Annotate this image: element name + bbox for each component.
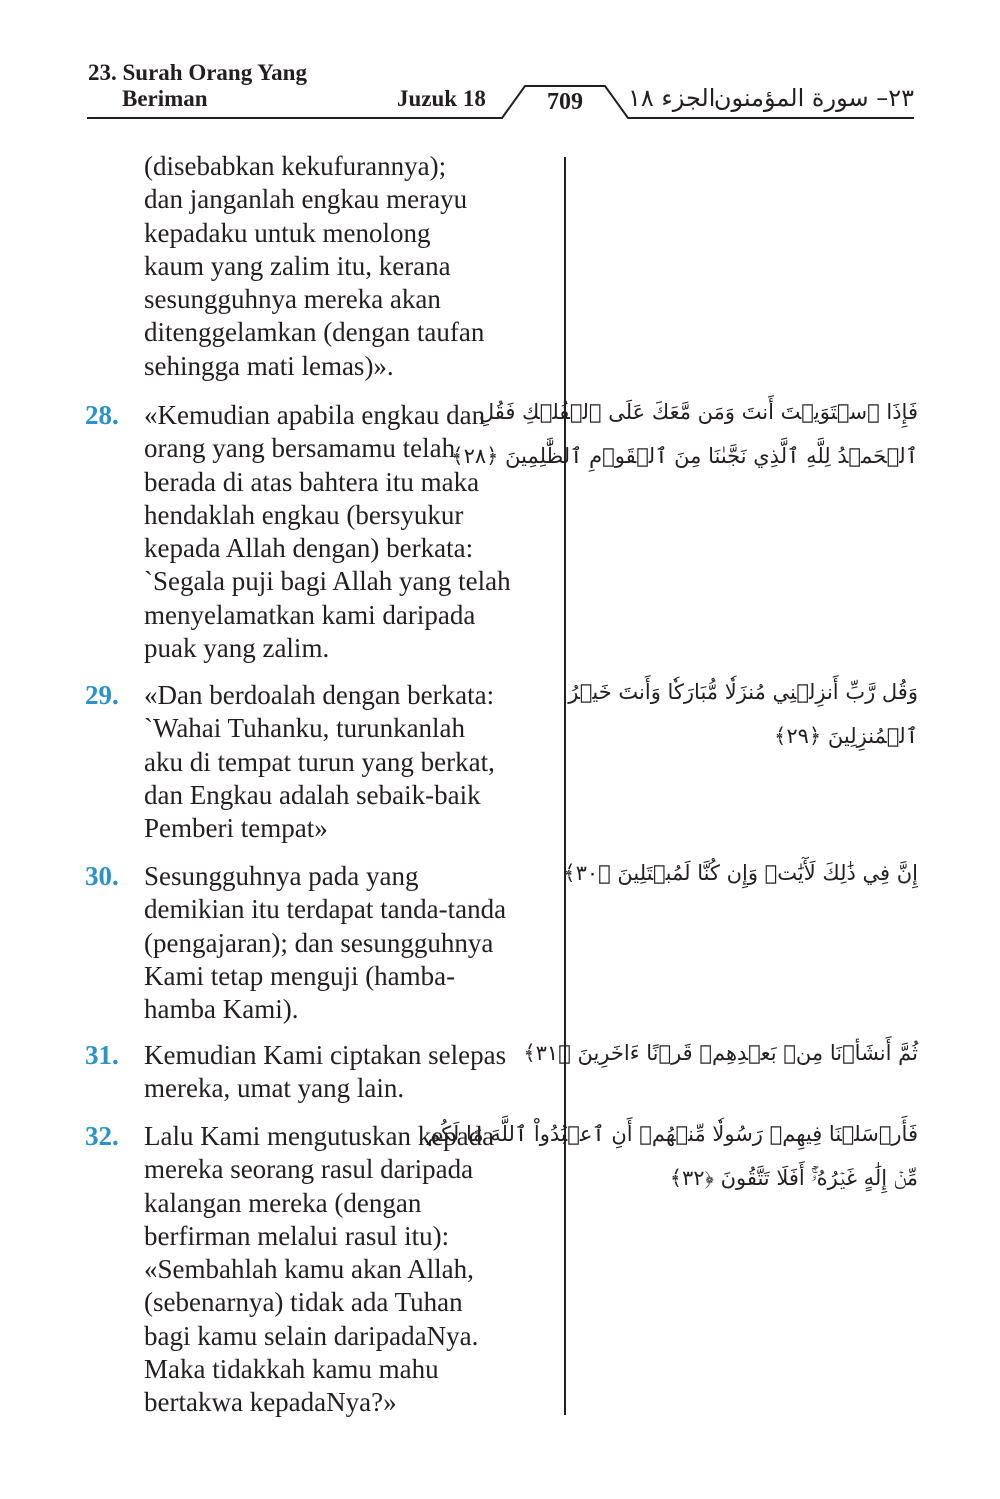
verse-number: 30.	[85, 861, 119, 891]
text-line: Maka tidakkah kamu mahu	[144, 1354, 439, 1385]
surah-title	[88, 60, 307, 112]
text-line: mereka, umat yang lain.	[144, 1073, 405, 1104]
surah-title-line1: 23. Surah Orang Yang	[88, 60, 307, 85]
arabic-line: فَأَرۡسَلۡنَا فِيهِمۡ رَسُولٗا مِّنۡهُمۡ أَنِ ٱعۡبُدُواْ ٱللَّهَ مَا لَكُم	[427, 1122, 918, 1146]
arabic-line: وَقُل رَّبِّ أَنزِلۡنِي مُنزَلٗا مُّبَارَكٗا وَأَنتَ خَيۡرُ	[568, 680, 918, 704]
text-line: `Segala puji bagi Allah yang telah	[144, 566, 511, 597]
text-line: «Sembahlah kamu akan Allah,	[144, 1254, 474, 1285]
text-line: Kemudian Kami ciptakan selepas	[144, 1040, 507, 1070]
arabic-verse-29	[568, 670, 918, 758]
text-line: kepada Allah dengan) berkata:	[144, 533, 474, 564]
verse-text	[144, 150, 556, 383]
text-line: (disebabkan kekufurannya);	[144, 151, 447, 181]
arabic-verse-32	[427, 1112, 918, 1200]
juzuk-label: Juzuk 18	[397, 86, 486, 111]
arabic-line: مِّنۡ إِلَٰهٍ غَيۡرُهُۥٓۚ أَفَلَا تَتَّقُونَ ﴿٣٢﴾	[669, 1166, 918, 1190]
text-line: bertakwa kepadaNya?»	[144, 1387, 397, 1418]
text-line: «Kemudian apabila engkau dan	[144, 400, 486, 430]
text-line: mereka seorang rasul daripada	[144, 1154, 474, 1185]
text-line: hamba Kami).	[144, 994, 299, 1025]
text-line: berfirman melalui rasul itu):	[144, 1220, 450, 1251]
text-line: dan Engkau adalah sebaik-baik	[144, 779, 481, 810]
text-line: menyelamatkan kami daripada	[144, 599, 476, 630]
page-header	[0, 0, 1000, 130]
text-line: kalangan mereka (dengan	[144, 1187, 422, 1218]
arabic-verse-30	[563, 851, 918, 895]
arabic-verse-31	[523, 1031, 918, 1075]
surah-title-line2: Beriman	[122, 86, 208, 111]
text-line: sesungguhnya mereka akan	[144, 284, 441, 315]
arabic-line: ثُمَّ أَنشَأۡنَا مِنۢ بَعۡدِهِمۡ قَرۡنًا ءَاخَرِينَ ﴿٣١﴾	[523, 1041, 918, 1065]
text-line: Kami tetap menguji (hamba-	[144, 960, 456, 991]
text-line: (pengajaran); dan sesungguhnya	[144, 927, 494, 958]
verse-number: 29.	[85, 680, 119, 710]
text-line: bagi kamu selain daripadaNya.	[144, 1320, 479, 1351]
text-line: sehingga mati lemas)».	[144, 350, 394, 381]
verse-number: 32.	[85, 1121, 119, 1151]
page-number: 709	[547, 89, 583, 115]
verse-text	[144, 679, 556, 845]
surah-arabic: ٢٣– سورة المؤمنون	[713, 84, 914, 112]
verse-text	[144, 1120, 556, 1420]
verse-text	[144, 860, 556, 1026]
text-line: «Dan berdoalah dengan berkata:	[144, 680, 495, 710]
verse-number: 31.	[85, 1040, 119, 1070]
arabic-verse-28	[451, 390, 918, 478]
arabic-line: إِنَّ فِي ذَٰلِكَ لَأٓيَٰتٖ وَإِن كُنَّا لَمُبۡتَلِينَ ﴿٣٠﴾	[563, 861, 918, 885]
text-line: puak yang zalim.	[144, 633, 330, 664]
text-line: `Wahai Tuhanku, turunkanlah	[144, 713, 466, 744]
text-line: orang yang bersamamu telah	[144, 433, 456, 464]
text-line: Pemberi tempat»	[144, 813, 328, 844]
arabic-line: فَإِذَا ٱسۡتَوَيۡتَ أَنتَ وَمَن مَّعَكَ عَلَى ٱلۡفُلۡكِ فَقُلِ	[478, 400, 918, 424]
text-line: Sesungguhnya pada yang	[144, 861, 419, 891]
juz-arabic: الجزء ١٨	[628, 84, 716, 112]
text-line: (sebenarnya) tidak ada Tuhan	[144, 1287, 463, 1318]
text-line: kaum yang zalim itu, kerana	[144, 250, 451, 281]
verse-number: 28.	[85, 400, 119, 430]
text-line: ditenggelamkan (dengan taufan	[144, 317, 485, 348]
text-line: demikian itu terdapat tanda-tanda	[144, 894, 507, 925]
text-line: Lalu Kami mengutuskan kepada	[144, 1121, 495, 1151]
text-line: dan janganlah engkau merayu	[144, 184, 468, 215]
text-line: berada di atas bahtera itu maka	[144, 466, 480, 497]
text-line: kepadaku untuk menolong	[144, 217, 431, 248]
column-divider	[564, 157, 566, 1415]
verse-text	[144, 1039, 556, 1106]
text-line: aku di tempat turun yang berkat,	[144, 746, 495, 777]
text-line: hendaklah engkau (bersyukur	[144, 499, 464, 530]
arabic-line: ٱلۡمُنزِلِينَ ﴿٢٩﴾	[774, 724, 918, 748]
arabic-line: ٱلۡحَمۡدُ لِلَّهِ ٱلَّذِي نَجَّىٰنَا مِنَ ٱلۡقَوۡمِ ٱلظَّٰلِمِينَ ﴿٢٨﴾	[451, 444, 918, 468]
